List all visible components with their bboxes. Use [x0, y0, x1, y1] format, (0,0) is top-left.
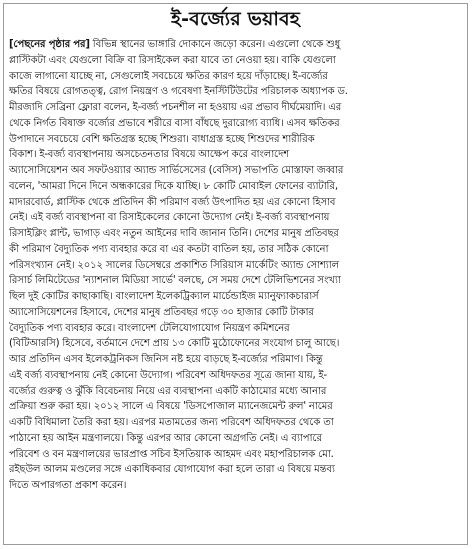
- article-line: রিসাইক্লিং প্লান্ট, ভাগাড় এবং নতুন আইনের দাবি জানান তিনি। দেশের মানুষ প্রতিবছর: [9, 228, 339, 239]
- article-line: উপাদানে সবচেয়ে বেশি ক্ষতিগ্রস্ত হচ্ছে শিশুরা। বাধাগ্রস্ত হচ্ছে শিশুদের শারীরিক: [9, 133, 315, 145]
- article-line: থেকে নির্গত বিষাক্ত বর্জ্যের প্রভাবে শরীরে বাসা বাঁধছে দুরারোগ্য ব্যাধি। এসব ক্ষতিকর: [9, 117, 340, 129]
- article-line: [9, 541, 463, 545]
- article-line: আর প্রতিদিন এসব ইলেকট্রনিকস জিনিস নষ্ট হয়ে বাড়ছে ই-বর্জ্যের পরিমাণ। কিন্তু: [9, 354, 323, 365]
- article-line: পরিবেশ ও বন মন্ত্রণালয়ের ভারপ্রাপ্ত সচিব ইসতিয়াক আহমদ এবং মহাপরিচালক মো.: [9, 448, 334, 460]
- article-line: [9, 510, 463, 526]
- article-line: রইছউল আলম মণ্ডলের সঙ্গে একাধিকবার যোগাযোগ করা হলে তারা এ বিষয়ে মন্তব্য: [9, 464, 335, 476]
- article-line: রিসার্চ লিমিটেডের 'ন্যাশনাল মিডিয়া সার্ভে' বলছে, সে সময় দেশে টেলিভিশনের সংখ্যা: [9, 275, 341, 287]
- article-line: বর্জ্যের গুরুত্ব ও ঝুঁকি বিবেচনায় নিয়ে এর ব্যবস্থাপনা একটি কাঠামোর মধ্যে আনার: [9, 385, 327, 397]
- article-line: [9, 494, 463, 510]
- article-line: কী পরিমাণ বৈদ্যুতিক পণ্য ব্যবহার করে বা এর কতটা বাতিল হয়, তার সঠিক কোনো: [9, 243, 329, 255]
- article-line: মীরজাদি সেব্রিনা ফ্লোরা বলেন, ই-বর্জ্য পচনশীল না হওয়ায় এর প্রভাব দীর্ঘমেয়াদি। এর: [9, 102, 342, 113]
- article-headline: ই-বর্জ্যের ভয়াবহ: [171, 8, 300, 30]
- article-line: অ্যাসোসিয়েশন অব সফটওয়্যার অ্যান্ড সার্ভিসেসের (বেসিস) সভাপতি মোস্তাফা জব্বার: [9, 165, 344, 176]
- article-line: কাজে লাগানো যাচ্ছে না, সেগুলোই সবচেয়ে ক্ষতির কারণ হয়ে দাঁড়াচ্ছে। ই-বর্জ্যের: [9, 70, 328, 82]
- article-line: বলেন, 'আমরা দিনে দিনে অন্ধকারের দিকে যাচ্ছি। ৮ কোটি মোবাইল ফোনের ব্যাটারি,: [9, 180, 338, 192]
- article-line: ক্ষতির বিষয়ে রোগতত্ত্ব, রোগ নিয়ন্ত্রণ ও গবেষণা ইনস্টিটিউটের পরিচালক অধ্যাপক ড.: [9, 86, 348, 98]
- article-line: অ্যাসোসিয়েশনের হিসাবে, দেশের মানুষ প্রতিবছর গড়ে ৩০ হাজার কোটি টাকার: [9, 306, 314, 318]
- article-line: নেই। এই বর্জ্য ব্যবস্থাপনা বা রিসাইকেলের কোনো উদ্যোগ নেই। ই-বর্জ্য ব্যবস্থাপনায়: [9, 212, 330, 224]
- article-line: বৈদ্যুতিক পণ্য ব্যবহার করে। বাংলাদেশ টেলিযোগাযোগ নিয়ন্ত্রণ কমিশনের: [9, 322, 290, 334]
- article-line: ছিল দুই কোটির কাছাকাছি। বাংলাদেশ ইলেকট্রিক্যাল মার্চেন্ডাইজ ম্যানুফ্যাকচারার্স: [9, 291, 319, 302]
- newspaper-clipping: [3, 3, 468, 545]
- article-line: পরিসংখ্যান নেই। ২০১২ সালের ডিসেম্বরে প্রকাশিত সিরিয়াস মার্কেটিং অ্যান্ড সোশ্যাল: [9, 259, 339, 271]
- article-line-text: বিভিন্ন স্থানের ভাঙ্গারি দোকানে জড়ো করেন। এগুলো থেকে শুধু: [89, 39, 341, 50]
- article-line: প্লাস্টিকটা এবং যেগুলো বিক্রি বা রিসাইকেল করা যাবে তা নেওয়া হয়। বাকি যেগুলো: [9, 54, 336, 66]
- article-line: দিতে অপারগতা প্রকাশ করেন।: [9, 480, 127, 491]
- article-line: পাঠানো হয় আইন মন্ত্রণালয়ে। কিন্তু এরপর আর কোনো অগ্রগতি নেই। এ ব্যাপারে: [9, 432, 322, 444]
- article-line: মাদারবোর্ড, প্লাস্টিক থেকে প্রতিদিন কী পরিমাণ বর্জ্য উৎপাদিত হয় এর কোনো হিসাব: [9, 196, 336, 208]
- article-line: একটি বিধিমালা তৈরি করা হয়। এরপর মতামতের জন্য পরিবেশ অধিদফতর থেকে তা: [9, 417, 334, 428]
- continued-from-tag: [পেছনের পৃষ্ঠার পর]: [9, 39, 90, 50]
- article-line: (বিটিআরসি) হিসেবে, বর্তমানে দেশে প্রায় ১৩ কোটি মুঠোফোনের সংযোগ চালু আছে।: [9, 338, 340, 350]
- article-line: [9, 37, 463, 53]
- article-line: [9, 525, 463, 541]
- article-line: প্রক্রিয়া শুরু করা হয়। ২০১২ সালে এ বিষয়ে 'ডিসপোজাল ম্যানেজমেন্ট রুল' নামের: [9, 401, 333, 413]
- article-body: [9, 37, 463, 545]
- article-line: এই বর্জ্য ব্যবস্থাপনায় নেই কোনো উদ্যোগ। পরিবেশ অধিদফতর সূত্রে জানা যায়, ই-: [9, 369, 327, 381]
- article-line: বিকাশ। ই-বর্জ্য ব্যবস্থাপনায় অসচেতনতার বিষয়ে আক্ষেপ করে বাংলাদেশ: [9, 149, 290, 161]
